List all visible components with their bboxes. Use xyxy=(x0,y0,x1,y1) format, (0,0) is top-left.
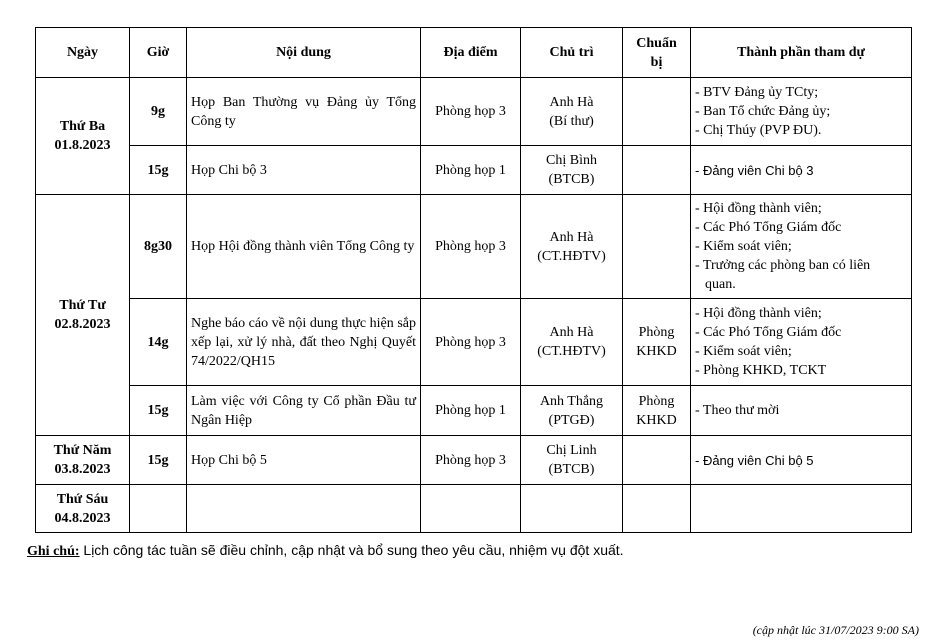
place-cell: Phòng họp 1 xyxy=(421,386,521,436)
time-cell: 15g xyxy=(130,436,187,485)
time-cell: 15g xyxy=(130,386,187,436)
table-row xyxy=(36,195,912,299)
attend-cell xyxy=(691,436,912,485)
day-weekday: Thứ Sáu xyxy=(56,491,109,507)
day-date: 04.8.2023 xyxy=(54,510,111,526)
day-weekday: Thứ Năm xyxy=(53,443,112,458)
attend-cell xyxy=(691,78,912,146)
host-role: (CT.HĐTV) xyxy=(537,344,606,359)
day-cell-thu xyxy=(36,436,130,485)
prep-line1: Phòng xyxy=(638,325,675,340)
time-cell: 8g30 xyxy=(130,195,187,299)
place-cell: Phòng họp 1 xyxy=(421,146,521,195)
content-cell: Nghe báo cáo về nội dung thực hiện sắp xếp lại, xử lý nhà, đất theo Nghị Quyết 74/2022/QH15 xyxy=(187,299,421,386)
host-name: Chị Linh xyxy=(546,443,597,458)
table-row xyxy=(36,146,912,195)
host-cell xyxy=(521,386,623,436)
day-date: 03.8.2023 xyxy=(54,462,111,477)
content-cell: Họp Chi bộ 3 xyxy=(187,146,421,195)
header-day: Ngày xyxy=(36,28,130,78)
day-weekday: Thứ Tư xyxy=(59,298,106,313)
attend-item: - Kiểm soát viên; xyxy=(695,239,792,254)
table-row xyxy=(36,436,912,485)
prep-cell xyxy=(623,436,691,485)
header-host: Chủ trì xyxy=(521,28,623,78)
place-cell: Phòng họp 3 xyxy=(421,195,521,299)
content-cell: Họp Hội đồng thành viên Tổng Công ty xyxy=(187,195,421,299)
empty-cell xyxy=(623,485,691,533)
host-role: (PTGĐ) xyxy=(548,412,595,428)
place-cell: Phòng họp 3 xyxy=(421,436,521,485)
content-cell: Họp Ban Thường vụ Đảng ủy Tổng Công ty xyxy=(187,78,421,146)
table-row xyxy=(36,78,912,146)
time-cell: 14g xyxy=(130,299,187,386)
day-weekday: Thứ Ba xyxy=(59,119,106,134)
table-row xyxy=(36,485,912,533)
empty-cell xyxy=(187,485,421,533)
host-role: (Bí thư) xyxy=(549,113,594,129)
attend-cell xyxy=(691,195,912,299)
attend-item: - Phòng KHKD, TCKT xyxy=(695,363,827,378)
attend-item: - Chị Thúy (PVP ĐU). xyxy=(695,123,822,138)
prep-cell xyxy=(623,146,691,195)
content-cell: Họp Chi bộ 5 xyxy=(187,436,421,485)
attend-item: - Ban Tổ chức Đảng ủy; xyxy=(695,104,831,119)
empty-cell xyxy=(691,485,912,533)
attend-item: - Đảng viên Chi bộ 5 xyxy=(695,452,814,468)
prep-cell xyxy=(623,78,691,146)
header-prep-line1: Chuẩn xyxy=(636,35,677,51)
host-cell xyxy=(521,146,623,195)
prep-cell xyxy=(623,386,691,436)
attend-cell xyxy=(691,386,912,436)
content-cell: Làm việc với Công ty Cổ phần Đầu tư Ngân Hiệp xyxy=(187,386,421,436)
attend-item: - Các Phó Tổng Giám đốc xyxy=(695,325,842,340)
day-cell-tue xyxy=(36,78,130,195)
day-date: 01.8.2023 xyxy=(54,138,111,153)
place-cell: Phòng họp 3 xyxy=(421,299,521,386)
attend-item: - Theo thư mời xyxy=(695,403,780,418)
attend-item: - Hội đồng thành viên; xyxy=(695,306,822,321)
header-time: Giờ xyxy=(130,28,187,78)
host-cell xyxy=(521,78,623,146)
day-date: 02.8.2023 xyxy=(54,317,111,332)
place-cell: Phòng họp 3 xyxy=(421,78,521,146)
header-attend: Thành phần tham dự xyxy=(691,28,912,78)
prep-line2: KHKD xyxy=(636,344,677,359)
prep-cell xyxy=(623,195,691,299)
header-prep xyxy=(623,28,691,78)
header-prep-line2: bị xyxy=(650,54,663,70)
host-role: (CT.HĐTV) xyxy=(537,248,606,264)
header-place: Địa điểm xyxy=(421,28,521,78)
host-cell xyxy=(521,436,623,485)
day-cell-fri xyxy=(36,485,130,533)
day-cell-wed xyxy=(36,195,130,436)
attend-item: - Hội đồng thành viên; xyxy=(695,201,822,216)
host-role: (BTCB) xyxy=(548,462,595,477)
attend-item: - Trưởng các phòng ban có liên xyxy=(695,258,871,273)
attend-item: - Kiểm soát viên; xyxy=(695,344,792,359)
header-row xyxy=(36,28,912,78)
table-row xyxy=(36,299,912,386)
attend-cell xyxy=(691,146,912,195)
attend-item: quan. xyxy=(705,277,736,292)
time-cell: 9g xyxy=(130,78,187,146)
header-content: Nội dung xyxy=(187,28,421,78)
prep-cell xyxy=(623,299,691,386)
schedule-table xyxy=(35,27,912,533)
empty-cell xyxy=(130,485,187,533)
host-name: Chị Bình xyxy=(546,153,597,168)
host-name: Anh Hà xyxy=(549,325,594,340)
prep-line1: Phòng xyxy=(638,393,675,409)
footnote xyxy=(27,542,624,560)
host-role: (BTCB) xyxy=(548,172,595,187)
prep-line2: KHKD xyxy=(636,412,677,428)
time-cell: 15g xyxy=(130,146,187,195)
attend-item: - Đảng viên Chi bộ 3 xyxy=(695,162,814,178)
empty-cell xyxy=(421,485,521,533)
host-cell xyxy=(521,195,623,299)
host-cell xyxy=(521,299,623,386)
host-name: Anh Hà xyxy=(549,94,594,110)
footnote-text: Lịch công tác tuần sẽ điều chỉnh, cập nhật và bổ sung theo yêu cầu, nhiệm vụ đột xuất. xyxy=(79,542,624,558)
attend-item: - BTV Đảng ủy TCty; xyxy=(695,85,819,100)
host-name: Anh Hà xyxy=(549,229,594,245)
updated-timestamp: (cập nhật lúc 31/07/2023 9:00 SA) xyxy=(752,623,919,637)
attend-item: - Các Phó Tổng Giám đốc xyxy=(695,220,842,235)
footnote-label: Ghi chú: xyxy=(27,544,80,559)
empty-cell xyxy=(521,485,623,533)
table-row xyxy=(36,386,912,436)
host-name: Anh Thắng xyxy=(539,393,604,409)
attend-cell xyxy=(691,299,912,386)
